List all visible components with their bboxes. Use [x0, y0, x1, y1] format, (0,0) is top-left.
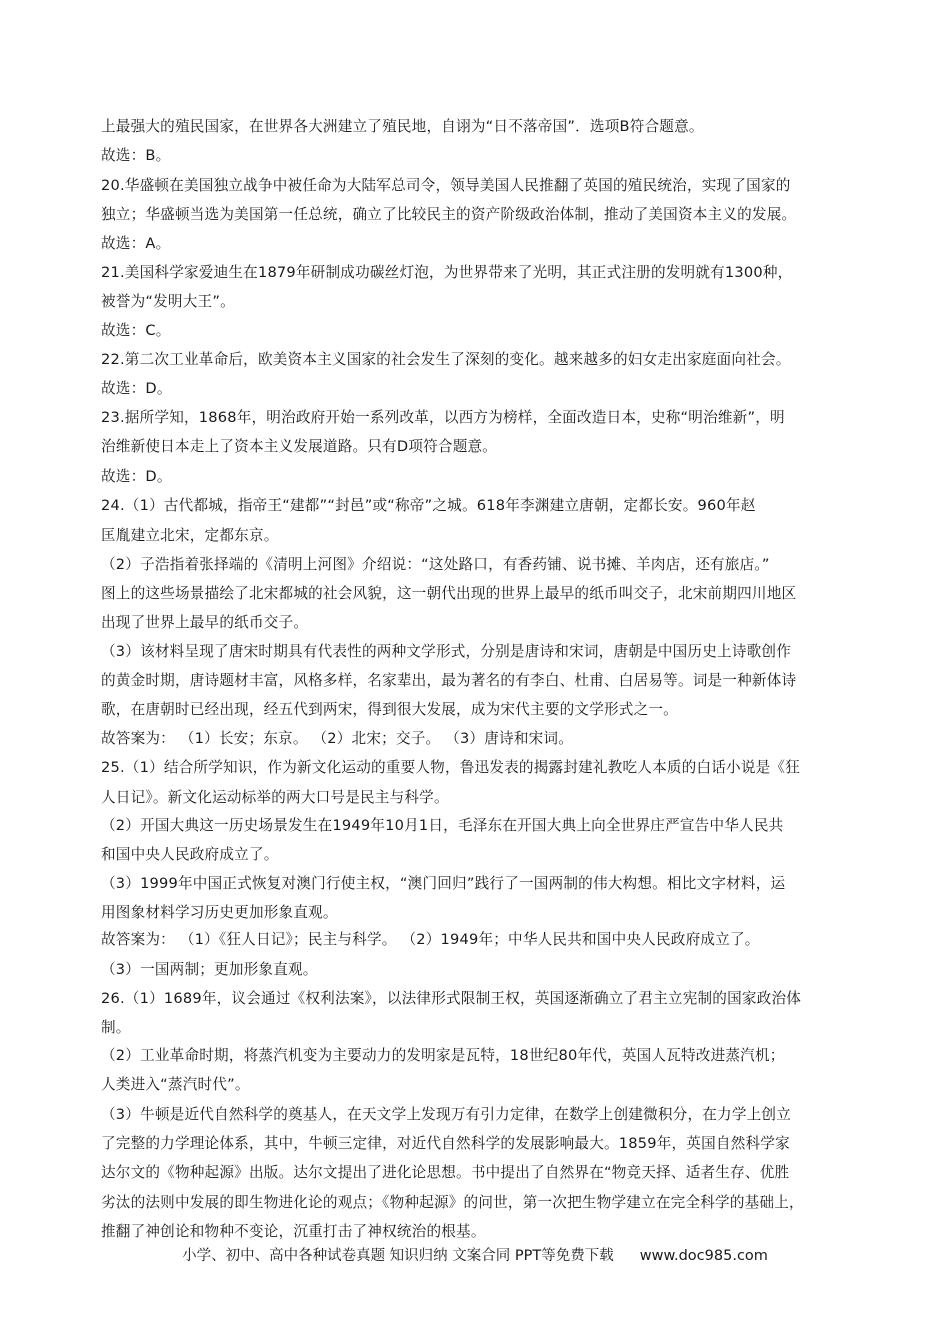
text-line: 25.（1）结合所学知识，作为新文化运动的重要人物，鲁迅发表的揭露封建礼教吃人本质的白话小说是《狂: [101, 759, 801, 776]
text-line: 上最强大的殖民国家，在世界各大洲建立了殖民地，自诩为“日不落帝国”．选项B符合题意。: [101, 118, 704, 135]
text-line: 被誉为“发明大王”。: [101, 293, 235, 310]
footer-text: 小学、初中、高中各种试卷真题 知识归纳 文案合同 PPT等免费下载: [182, 1248, 614, 1264]
text-line: （3）1999年中国正式恢复对澳门行使主权，“澳门回归”践行了一国两制的伟大构想。相比文字材料，运: [101, 875, 786, 892]
text-line: （2）开国大典这一历史场景发生在1949年10月1日，毛泽东在开国大典上向全世界庄严宣告中华人民共: [101, 817, 784, 834]
text-line: 故选：B。: [101, 147, 171, 164]
text-line: 故选：C。: [101, 322, 171, 339]
text-line: （3）一国两制；更加形象直观。: [101, 961, 318, 978]
text-line: 23.据所学知，1868年，明治政府开始一系列改革，以西方为榜样，全面改造日本，史称“明治维新”，明: [101, 409, 785, 426]
text-line: 26.（1）1689年，议会通过《权利法案》，以法律形式限制王权，英国逐渐确立了君主立宪制的国家政治体: [101, 990, 802, 1007]
text-line: 21.美国科学家爱迪生在1879年研制成功碳丝灯泡，为世界带来了光明，其正式注册的发明就有1300种，: [101, 264, 793, 281]
text-line: （2）工业革命时期，将蒸汽机变为主要动力的发明家是瓦特，18世纪80年代，英国人瓦特改进蒸汽机；: [101, 1047, 785, 1064]
text-line: 故选：D。: [101, 468, 172, 485]
text-line: 了完整的力学理论体系，其中，牛顿三定律，对近代自然科学的发展影响最大。1859年，英国自然科学家: [101, 1135, 790, 1152]
text-line: 用图象材料学习历史更加形象直观。: [101, 904, 338, 921]
footer-url[interactable]: www.doc985.com: [639, 1248, 768, 1264]
text-line: 歌，在唐朝时已经出现，经五代到两宋，得到很大发展，成为宋代主要的文学形式之一。: [101, 701, 678, 718]
page-footer: [0, 1246, 950, 1266]
text-line: 故选：D。: [101, 380, 172, 397]
text-line: 20.华盛顿在美国独立战争中被任命为大陆军总司令，领导美国人民推翻了英国的殖民统治，实现了国家的: [101, 177, 791, 194]
text-line: 达尔文的《物种起源》出版。达尔文提出了进化论思想。书中提出了自然界在“物竞天择、适者生存、优胜: [101, 1164, 790, 1181]
text-line: 22.第二次工业革命后，欧美资本主义国家的社会发生了深刻的变化。越来越多的妇女走出家庭面向社会。: [101, 351, 791, 368]
text-line: （2）子浩指着张择端的《清明上河图》介绍说：“这处路口，有香药铺、说书摊、羊肉店，还有旅店。”: [101, 556, 770, 573]
text-line: 治维新使日本走上了资本主义发展道路。只有D项符合题意。: [101, 438, 498, 455]
text-line: 的黄金时期，唐诗题材丰富，风格多样，名家辈出，最为著名的有李白、杜甫、白居易等。词是一种新体诗: [101, 672, 797, 689]
text-line: （3）牛顿是近代自然科学的奠基人，在天文学上发现万有引力定律，在数学上创建微积分，在力学上创立: [101, 1106, 792, 1123]
text-line: 制。: [101, 1019, 131, 1036]
text-line: 推翻了神创论和物种不变论，沉重打击了神权统治的根基。: [101, 1223, 486, 1240]
text-line: 人日记》。新文化运动标举的两大口号是民主与科学。: [101, 789, 449, 806]
text-line: 和国中央人民政府成立了。: [101, 846, 279, 863]
text-line: 出现了世界上最早的纸币交子。: [101, 614, 309, 631]
text-line: 24.（1）古代都城，指帝王“建都”“封邑”或“称帝”之城。618年李渊建立唐朝，定都长安。960年赵: [101, 497, 756, 514]
text-line: （3）该材料呈现了唐宋时期具有代表性的两种文学形式，分别是唐诗和宋词，唐朝是中国历史上诗歌创作: [101, 643, 792, 660]
text-line: 匡胤建立北宋，定都东京。: [101, 527, 279, 544]
text-line: 故答案为： （1）长安；东京。 （2）北宋；交子。 （3）唐诗和宋词。: [101, 730, 573, 747]
text-line: 劣汰的法则中发展的即生物进化论的观点；《物种起源》的问世，第一次把生物学建立在完全科学的基础上，: [101, 1194, 804, 1211]
text-line: 故答案为： （1）《狂人日记》；民主与科学。 （2）1949年；中华人民共和国中央人民政府成立了。: [101, 931, 760, 948]
text-line: 独立；华盛顿当选为美国第一任总统，确立了比较民主的资产阶级政治体制，推动了美国资本主义的发展。: [101, 206, 797, 223]
text-line: 图上的这些场景描绘了北宋都城的社会风貌，这一朝代出现的世界上最早的纸币叫交子，北宋前期四川地区: [101, 585, 797, 602]
text-line: 人类进入“蒸汽时代”。: [101, 1076, 250, 1093]
text-line: 故选：A。: [101, 235, 171, 252]
